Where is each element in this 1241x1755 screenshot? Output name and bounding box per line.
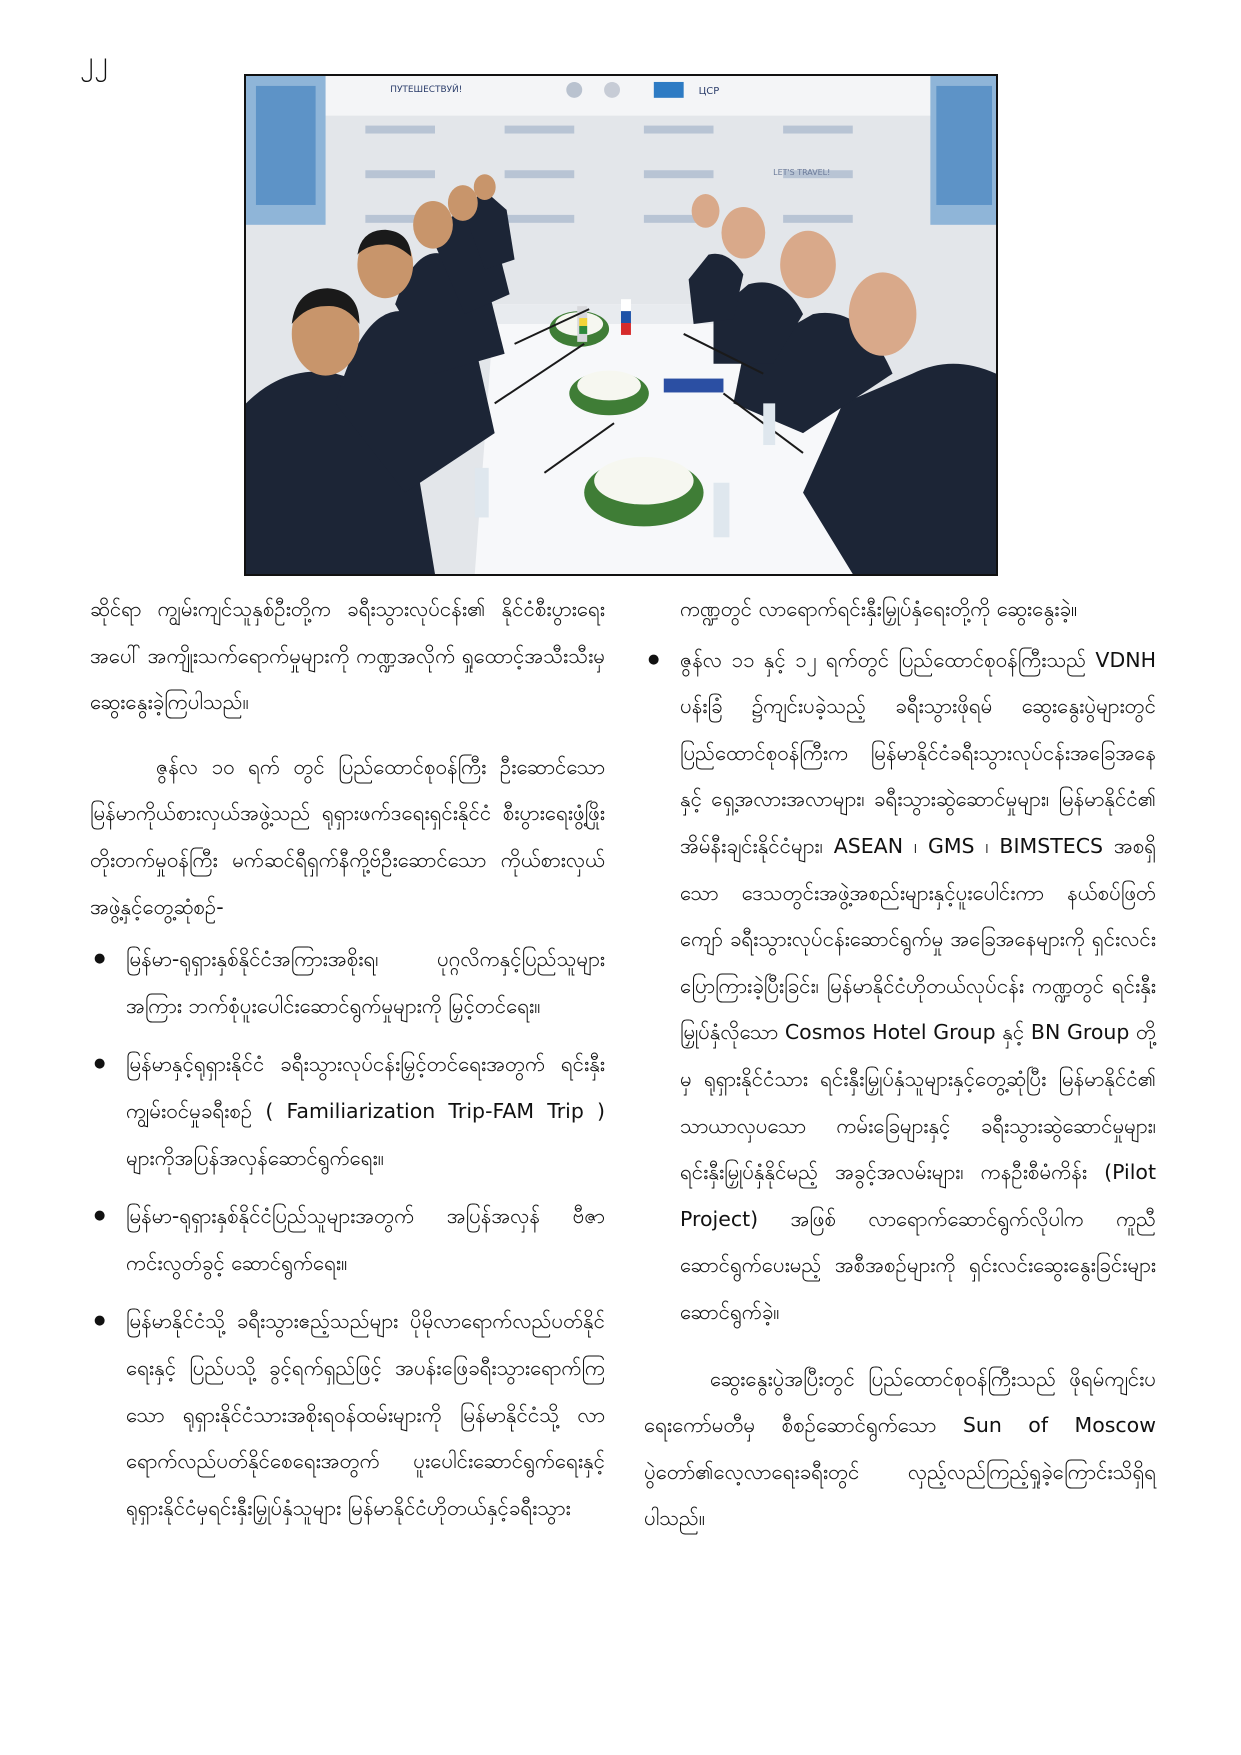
meeting-photo (244, 74, 998, 576)
intro-paragraph: ဆိုင်ရာ ကျွမ်းကျင်သူနှစ်ဦးတို့က ခရီးသွားလုပ်ငန်း၏ နိုင်ငံစီးပွားရေးအပေါ် အကျိုးသက်ရောက်မှုများကို ကဏ္ဍအလိုက် ရှုထောင့်အသီးသီးမှ ဆွေးနွေးခဲ့ကြပါသည်။ (90, 597, 605, 715)
list-item: ● မြန်မာ-ရုရှားနှစ်နိုင်ငံအကြားအစိုးရ၊ ပုဂ္ဂလိကနှင့်ပြည်သူများအကြား ဘက်စုံပူးပေါင်းဆောင်ရွက်မှုများကို မြှင့်တင်ရေး။ (90, 936, 605, 1029)
closing-paragraph: ဆွေးနွေးပွဲအပြီးတွင် ပြည်ထောင်စုဝန်ကြီးသည် ဖိုရမ်ကျင်းပရေးကော်မတီမှ စီစဉ်ဆောင်ရွက်သော Sun of Moscow ပွဲတော်၏လေ့လာရေးခရီးတွင် လှည့်လည်ကြည့်ရှုခဲ့ကြောင်းသိရှိရပါသည်။ (644, 1366, 1156, 1531)
backdrop-logo-top: ПУТЕШЕСТВУЙ! (390, 84, 463, 95)
list-item: ● ဇွန်လ ၁၁ နှင့် ၁၂ ရက်တွင် ပြည်ထောင်စုဝန်ကြီးသည် VDNH ပန်းခြံ ၌ကျင်းပခဲ့သည့် ခရီးသွားဖိုရမ် ဆွေးနွေးပွဲများတွင် ပြည်ထောင်စုဝန်ကြီးက မြန်မာနိုင်ငံခရီးသွားလုပ်ငန်းအခြေအနေနှင့် ရှေ့အလားအလာများ၊ ခရီးသွားဆွဲဆောင်မှုများ၊ မြန်မာနိုင်ငံ၏ အိမ်နီးချင်းနိုင်ငံများ၊ ASEAN ၊ GMS ၊ BIMSTECS အစရှိသော ဒေသတွင်းအဖွဲ့အစည်းများနှင့်ပူးပေါင်းကာ နယ်စပ်ဖြတ်ကျော် ခရီးသွားလုပ်ငန်းဆောင်ရွက်မှု အခြေအနေများကို ရှင်းလင်းပြောကြားခဲ့ပြီးခြင်း၊ မြန်မာနိုင်ငံဟိုတယ်လုပ်ငန်း ကဏ္ဍတွင် ရင်းနှီးမြှုပ်နှံလိုသော Cosmos Hotel Group နှင့် BN Group တို့မှ ရုရှားနိုင်ငံသား ရင်းနှီးမြှုပ်နှံသူများနှင့်တွေ့ဆုံပြီး မြန်မာနိုင်ငံ၏ သာယာလှပသော ကမ်းခြေများနှင့် ခရီးသွားဆွဲဆောင်မှုများ၊ ရင်းနှီးမြှုပ်နှံနိုင်မည့် အခွင့်အလမ်းများ၊ ကနဦးစီမံကိန်း (Pilot Project) အဖြစ် လာရောက်ဆောင်ရွက်လိုပါက ကူညီဆောင်ရွက်ပေးမည့် အစီအစဉ်များကို ရှင်းလင်းဆွေးနွေးခြင်းများ ဆောင်ရွက်ခဲ့။ (644, 637, 1156, 1336)
list-item: ● မြန်မာနိုင်ငံသို့ ခရီးသွားဧည့်သည်များ ပိုမိုလာရောက်လည်ပတ်နိုင်ရေးနှင့် ပြည်ပသို့ ခွင့်ရက်ရှည်ဖြင့် အပန်းဖြေခရီးသွားရောက်ကြသော ရုရှားနိုင်ငံသားအစိုးရဝန်ထမ်းများကို မြန်မာနိုင်ငံသို့ လာရောက်လည်ပတ်နိုင်စေရေးအတွက် ပူးပေါင်းဆောင်ရွက်ရေးနှင့် ရုရှားနိုင်ငံမှရင်းနှီးမြှုပ်နှံသူများ မြန်မာနိုင်ငံဟိုတယ်နှင့်ခရီးသွား (90, 1298, 605, 1531)
list-item: ● မြန်မာနှင့်ရုရှားနိုင်ငံ ခရီးသွားလုပ်ငန်းမြှင့်တင်ရေးအတွက် ရင်းနှီးကျွမ်းဝင်မှုခရီးစဉ် ( Familiarization Trip-FAM Trip ) များကိုအပြန်အလှန်ဆောင်ရွက်ရေး။ (90, 1041, 605, 1181)
agreement-list (90, 936, 605, 1531)
page-number: ၂၂ (80, 46, 109, 77)
meeting-photo-illustration (246, 76, 996, 574)
meeting-paragraph: ဇွန်လ ၁၀ ရက် တွင် ပြည်ထောင်စုဝန်ကြီး ဦးဆောင်သော မြန်မာကိုယ်စားလှယ်အဖွဲ့သည် ရုရှားဖက်ဒရေးရှင်းနိုင်ငံ စီးပွားရေးဖွံ့ဖြိုးတိုးတက်မှုဝန်ကြီး မက်ဆင်ရီရှက်နီကို့ဗ်ဦးဆောင်သော ကိုယ်စားလှယ်အဖွဲ့နှင့်တွေ့ဆုံစဉ်- (90, 754, 605, 919)
backdrop-banner-text: LET'S TRAVEL! (773, 168, 831, 178)
right-column (644, 586, 1156, 1542)
forum-list (644, 637, 1156, 1336)
list-item: ● မြန်မာ-ရုရှားနှစ်နိုင်ငံပြည်သူများအတွက် အပြန်အလှန် ဗီဇာကင်းလွတ်ခွင့် ဆောင်ရွက်ရေး။ (90, 1193, 605, 1286)
left-column (90, 586, 605, 1543)
continuation-paragraph: ကဏ္ဍတွင် လာရောက်ရင်းနှီးမြှုပ်နှံရေးတို့ကို ဆွေးနွေးခဲ့။ (680, 597, 1078, 621)
backdrop-logo-csr: ЦСР (698, 85, 720, 97)
